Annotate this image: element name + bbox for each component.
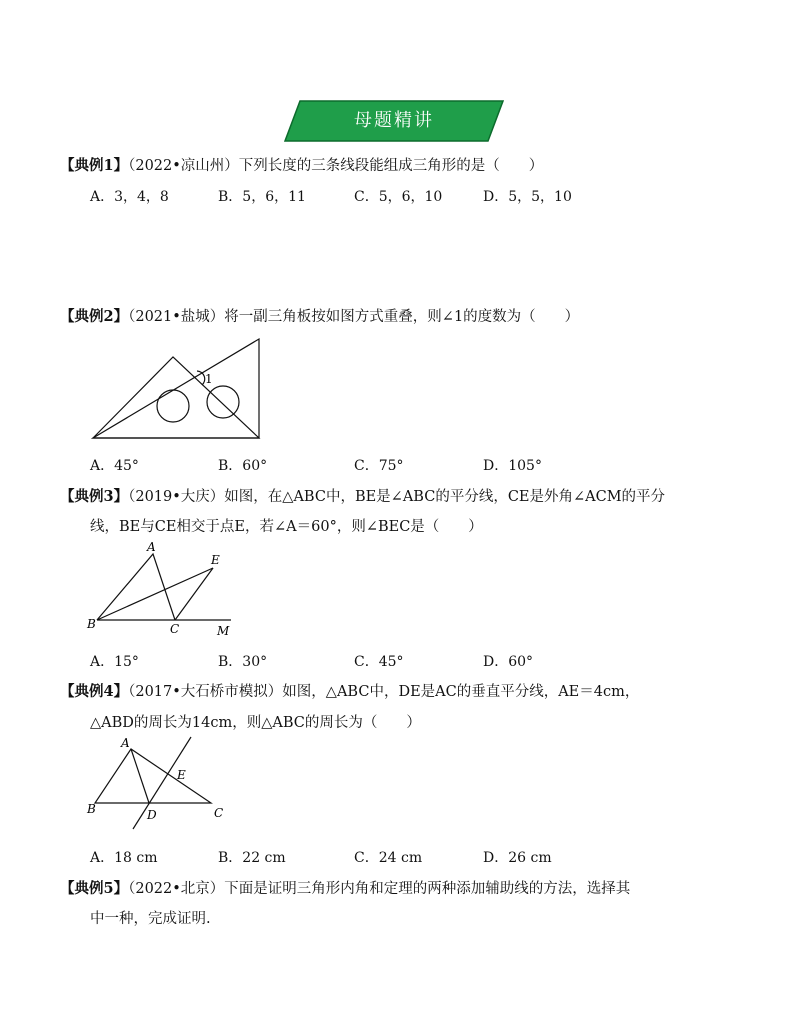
- q4-option-d: D．26 cm: [483, 850, 552, 866]
- q4-line-2: △ABD的周长为14cm，则△ABC的周长为（ ）: [90, 715, 421, 731]
- q1-option-c: C．5，6，10: [354, 189, 443, 205]
- q4-line-ad: [131, 749, 149, 803]
- q4-label-c: C: [214, 806, 224, 820]
- q3-tag: 【典例3】: [60, 488, 129, 505]
- q5-line-1: [60, 877, 630, 898]
- q3-text-1: （2019•大庆）如图，在△ABC中，BE是∠ABC的平分线，CE是外角∠ACM的平分: [128, 489, 666, 505]
- q2-line: [60, 305, 579, 326]
- q1-line: [60, 154, 543, 175]
- q3-line-ce: [175, 568, 213, 620]
- q2-option-a: A．45°: [90, 458, 139, 474]
- q3-option-b: B．30°: [218, 654, 268, 670]
- q3-option-c: C．45°: [354, 654, 404, 670]
- q4-label-b: B: [87, 802, 96, 816]
- q3-option-a: A．15°: [90, 654, 139, 670]
- q3-option-d: D．60°: [483, 654, 534, 670]
- q3-line-2: 线，BE与CE相交于点E，若∠A＝60°，则∠BEC是（ ）: [90, 519, 483, 535]
- q2-circle-right: [207, 386, 239, 418]
- q1-option-b: B．5，6，11: [218, 189, 306, 205]
- q3-label-c: C: [170, 622, 180, 636]
- q2-option-c: C．75°: [354, 458, 404, 474]
- q1-tag: 【典例1】: [60, 157, 129, 174]
- q2-circle-left: [157, 390, 189, 422]
- q4-option-c: C．24 cm: [354, 850, 423, 866]
- q5-text-1: （2022•北京）下面是证明三角形内角和定理的两种添加辅助线的方法，选择其: [128, 881, 631, 897]
- q2-text: （2021•盐城）将一副三角板按如图方式重叠，则∠1的度数为（ ）: [128, 309, 580, 325]
- q4-figure: [85, 735, 235, 835]
- q3-label-e: E: [211, 553, 220, 567]
- q2-triangle-30: [93, 339, 259, 438]
- q2-tag: 【典例2】: [60, 308, 129, 325]
- q4-option-a: A．18 cm: [90, 850, 158, 866]
- q4-tag: 【典例4】: [60, 683, 129, 700]
- q3-line-be: [97, 568, 213, 620]
- q1-option-d: D．5，5，10: [483, 189, 572, 205]
- q4-label-a: A: [121, 736, 130, 750]
- q5-line-2: 中一种，完成证明.: [90, 911, 211, 927]
- q2-option-b: B．60°: [218, 458, 268, 474]
- q5-tag: 【典例5】: [60, 880, 129, 897]
- q2-triangle-45: [93, 357, 259, 438]
- q4-label-d: D: [147, 808, 157, 822]
- q2-option-d: D．105°: [483, 458, 542, 474]
- q4-option-b: B．22 cm: [218, 850, 286, 866]
- q3-triangle-sides: [97, 554, 175, 620]
- section-banner: [284, 100, 504, 142]
- q1-option-a: A．3，4，8: [90, 189, 169, 205]
- q4-line-1: [60, 680, 639, 701]
- q4-label-e: E: [177, 768, 186, 782]
- q3-label-a: A: [147, 540, 156, 554]
- q3-figure: [85, 540, 245, 640]
- q4-text-1: （2017•大石桥市模拟）如图，△ABC中，DE是AC的垂直平分线，AE＝4cm，: [128, 684, 640, 700]
- q2-figure: [85, 335, 270, 445]
- banner-title: 母题精讲: [354, 110, 434, 131]
- q3-label-m: M: [217, 624, 230, 638]
- q2-angle-label: 1: [205, 372, 213, 386]
- q1-text: （2022•凉山州）下列长度的三条线段能组成三角形的是（ ）: [128, 158, 544, 174]
- q4-triangle-abc: [95, 749, 211, 803]
- q3-line-1: [60, 485, 665, 506]
- q3-label-b: B: [87, 617, 96, 631]
